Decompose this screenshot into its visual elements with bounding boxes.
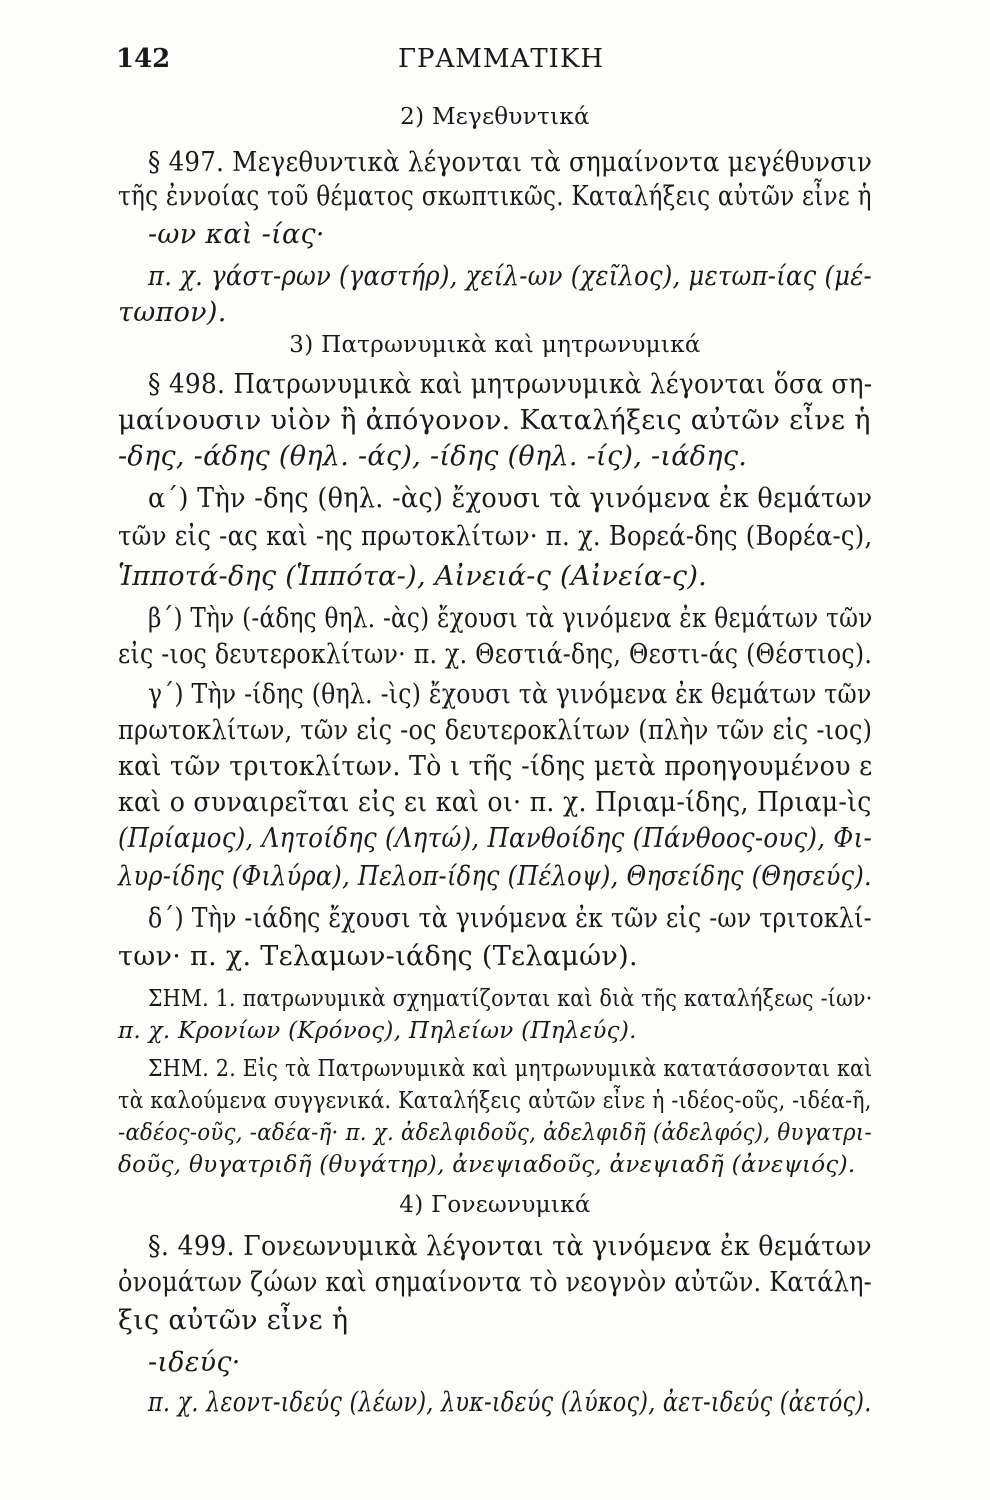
paragraph-497-line: τωπον).: [118, 297, 227, 328]
section-d-line: των· π. χ. Τελαμων-ιάδης (Τελαμών).: [118, 941, 638, 972]
section-a-line: Ἱπποτά-δης (Ἱππότα-), Αἰνειά-ς (Αἰνεία-ς).: [118, 561, 708, 592]
section-b-line: εἰς -ιος δευτεροκλίτων· π. χ. Θεστιά-δης, Θεστι-άς (Θέστιος).: [118, 639, 873, 670]
paragraph-497-line: π. χ. γάστ-ρων (γαστήρ), χείλ-ων (χεῖλος), μετωπ-ίας (μέ-: [148, 261, 872, 292]
subheading-parental: 4) Γονεωνυμικά: [399, 1192, 591, 1218]
note-2-line: τὰ καλούμενα συγγενικά. Καταλήξεις αὐτῶν εἶνε ἡ -ιδέος-οῦς, -ιδέα-ῆ,: [118, 1088, 872, 1114]
note-2-line: δοῦς, θυγατριδῆ (θυγάτηρ), ἀνεψιαδοῦς, ἀνεψιαδῆ (ἀνεψιός).: [118, 1152, 856, 1178]
subheading-patronymics: 3) Πατρωνυμικὰ καὶ μητρωνυμικά: [289, 332, 701, 358]
paragraph-499-line: ὀνομάτων ζώων καὶ σημαίνοντα τὸ νεογνὸν αὐτῶν. Κατάλη-: [118, 1267, 873, 1298]
section-g-line: πρωτοκλίτων, τῶν εἰς -ος δευτεροκλίτων (πλὴν τῶν εἰς -ιος): [118, 715, 873, 746]
note-2-line: ΣΗΜ. 2. Εἰς τὰ Πατρωνυμικὰ καὶ μητρωνυμικὰ κατατάσσονται καὶ: [148, 1056, 873, 1082]
paragraph-498-line: § 498. Πατρωνυμικὰ καὶ μητρωνυμικὰ λέγονται ὅσα ση-: [148, 369, 873, 400]
section-a-line: τῶν εἰς -ας καὶ -ης πρωτοκλίτων· π. χ. Βορεά-δης (Βορέα-ς),: [118, 521, 873, 552]
note-2-line: -αδέος-οῦς, -αδέα-ῆ· π. χ. ἀδελφιδοῦς, ἀδελφιδῆ (ἀδελφός), θυγατρι-: [118, 1120, 872, 1146]
section-g-line: γ΄) Τὴν -ίδης (θηλ. -ὶς) ἔχουσι τὰ γινόμενα ἐκ θεμάτων τῶν: [148, 679, 872, 710]
paragraph-499-line: π. χ. λεοντ-ιδεύς (λέων), λυκ-ιδεύς (λύκος), ἀετ-ιδεύς (ἀετός).: [148, 1387, 872, 1418]
section-b-line: β΄) Τὴν (-άδης θηλ. -ὰς) ἔχουσι τὰ γινόμενα ἐκ θεμάτων τῶν: [148, 603, 873, 634]
note-1-line: π. χ. Κρονίων (Κρόνος), Πηλείων (Πηλεύς).: [118, 1018, 637, 1044]
paragraph-498-line: -δης, -άδης (θηλ. -άς), -ίδης (θηλ. -ίς), -ιάδης.: [118, 441, 748, 472]
section-g-line: καὶ τῶν τριτοκλίτων. Τὸ ι τῆς -ίδης μετὰ προηγουμένου ε: [118, 751, 873, 782]
running-title: ΓΡΑΜΜΑΤΙΚΗ: [398, 44, 605, 74]
paragraph-497-line: § 497. Μεγεθυντικὰ λέγονται τὰ σημαίνοντα μεγέθυνσιν: [148, 147, 873, 178]
subheading-augmentatives: 2) Μεγεθυντικά: [400, 104, 590, 130]
paragraph-497-line: τῆς ἐννοίας τοῦ θέματος σκωπτικῶς. Καταλήξεις αὐτῶν εἶνε ἡ: [118, 181, 872, 212]
section-d-line: δ΄) Τὴν -ιάδης ἔχουσι τὰ γινόμενα ἐκ τῶν εἰς -ων τριτοκλί-: [148, 903, 872, 934]
paragraph-499-line: -ιδεύς·: [148, 1347, 241, 1378]
paragraph-499-line: §. 499. Γονεωνυμικὰ λέγονται τὰ γινόμενα ἐκ θεμάτων: [148, 1231, 872, 1262]
section-g-line: λυρ-ίδης (Φιλύρα), Πελοπ-ίδης (Πέλοψ), Θησείδης (Θησεύς).: [118, 861, 872, 892]
note-1-line: ΣΗΜ. 1. πατρωνυμικὰ σχηματίζονται καὶ διὰ τῆς καταλήξεως -ίων·: [148, 986, 873, 1012]
section-g-line: καὶ ο συναιρεῖται εἰς ει καὶ οι· π. χ. Πριαμ-ίδης, Πριαμ-ὶς: [118, 787, 872, 818]
page-number: 142: [116, 44, 171, 74]
paragraph-499-line: ξις αὐτῶν εἶνε ἡ: [118, 1305, 349, 1336]
paragraph-497-line: -ων καὶ -ίας·: [148, 219, 325, 250]
paragraph-498-line: μαίνουσιν υἱὸν ἢ ἀπόγονον. Καταλήξεις αὐτῶν εἶνε ἡ: [118, 405, 871, 436]
section-g-line: (Πρίαμος), Λητοίδης (Λητώ), Πανθοίδης (Πάνθοος-ους), Φι-: [118, 823, 872, 854]
section-a-line: α΄) Τὴν -δης (θηλ. -ὰς) ἔχουσι τὰ γινόμενα ἐκ θεμάτων: [148, 483, 873, 514]
